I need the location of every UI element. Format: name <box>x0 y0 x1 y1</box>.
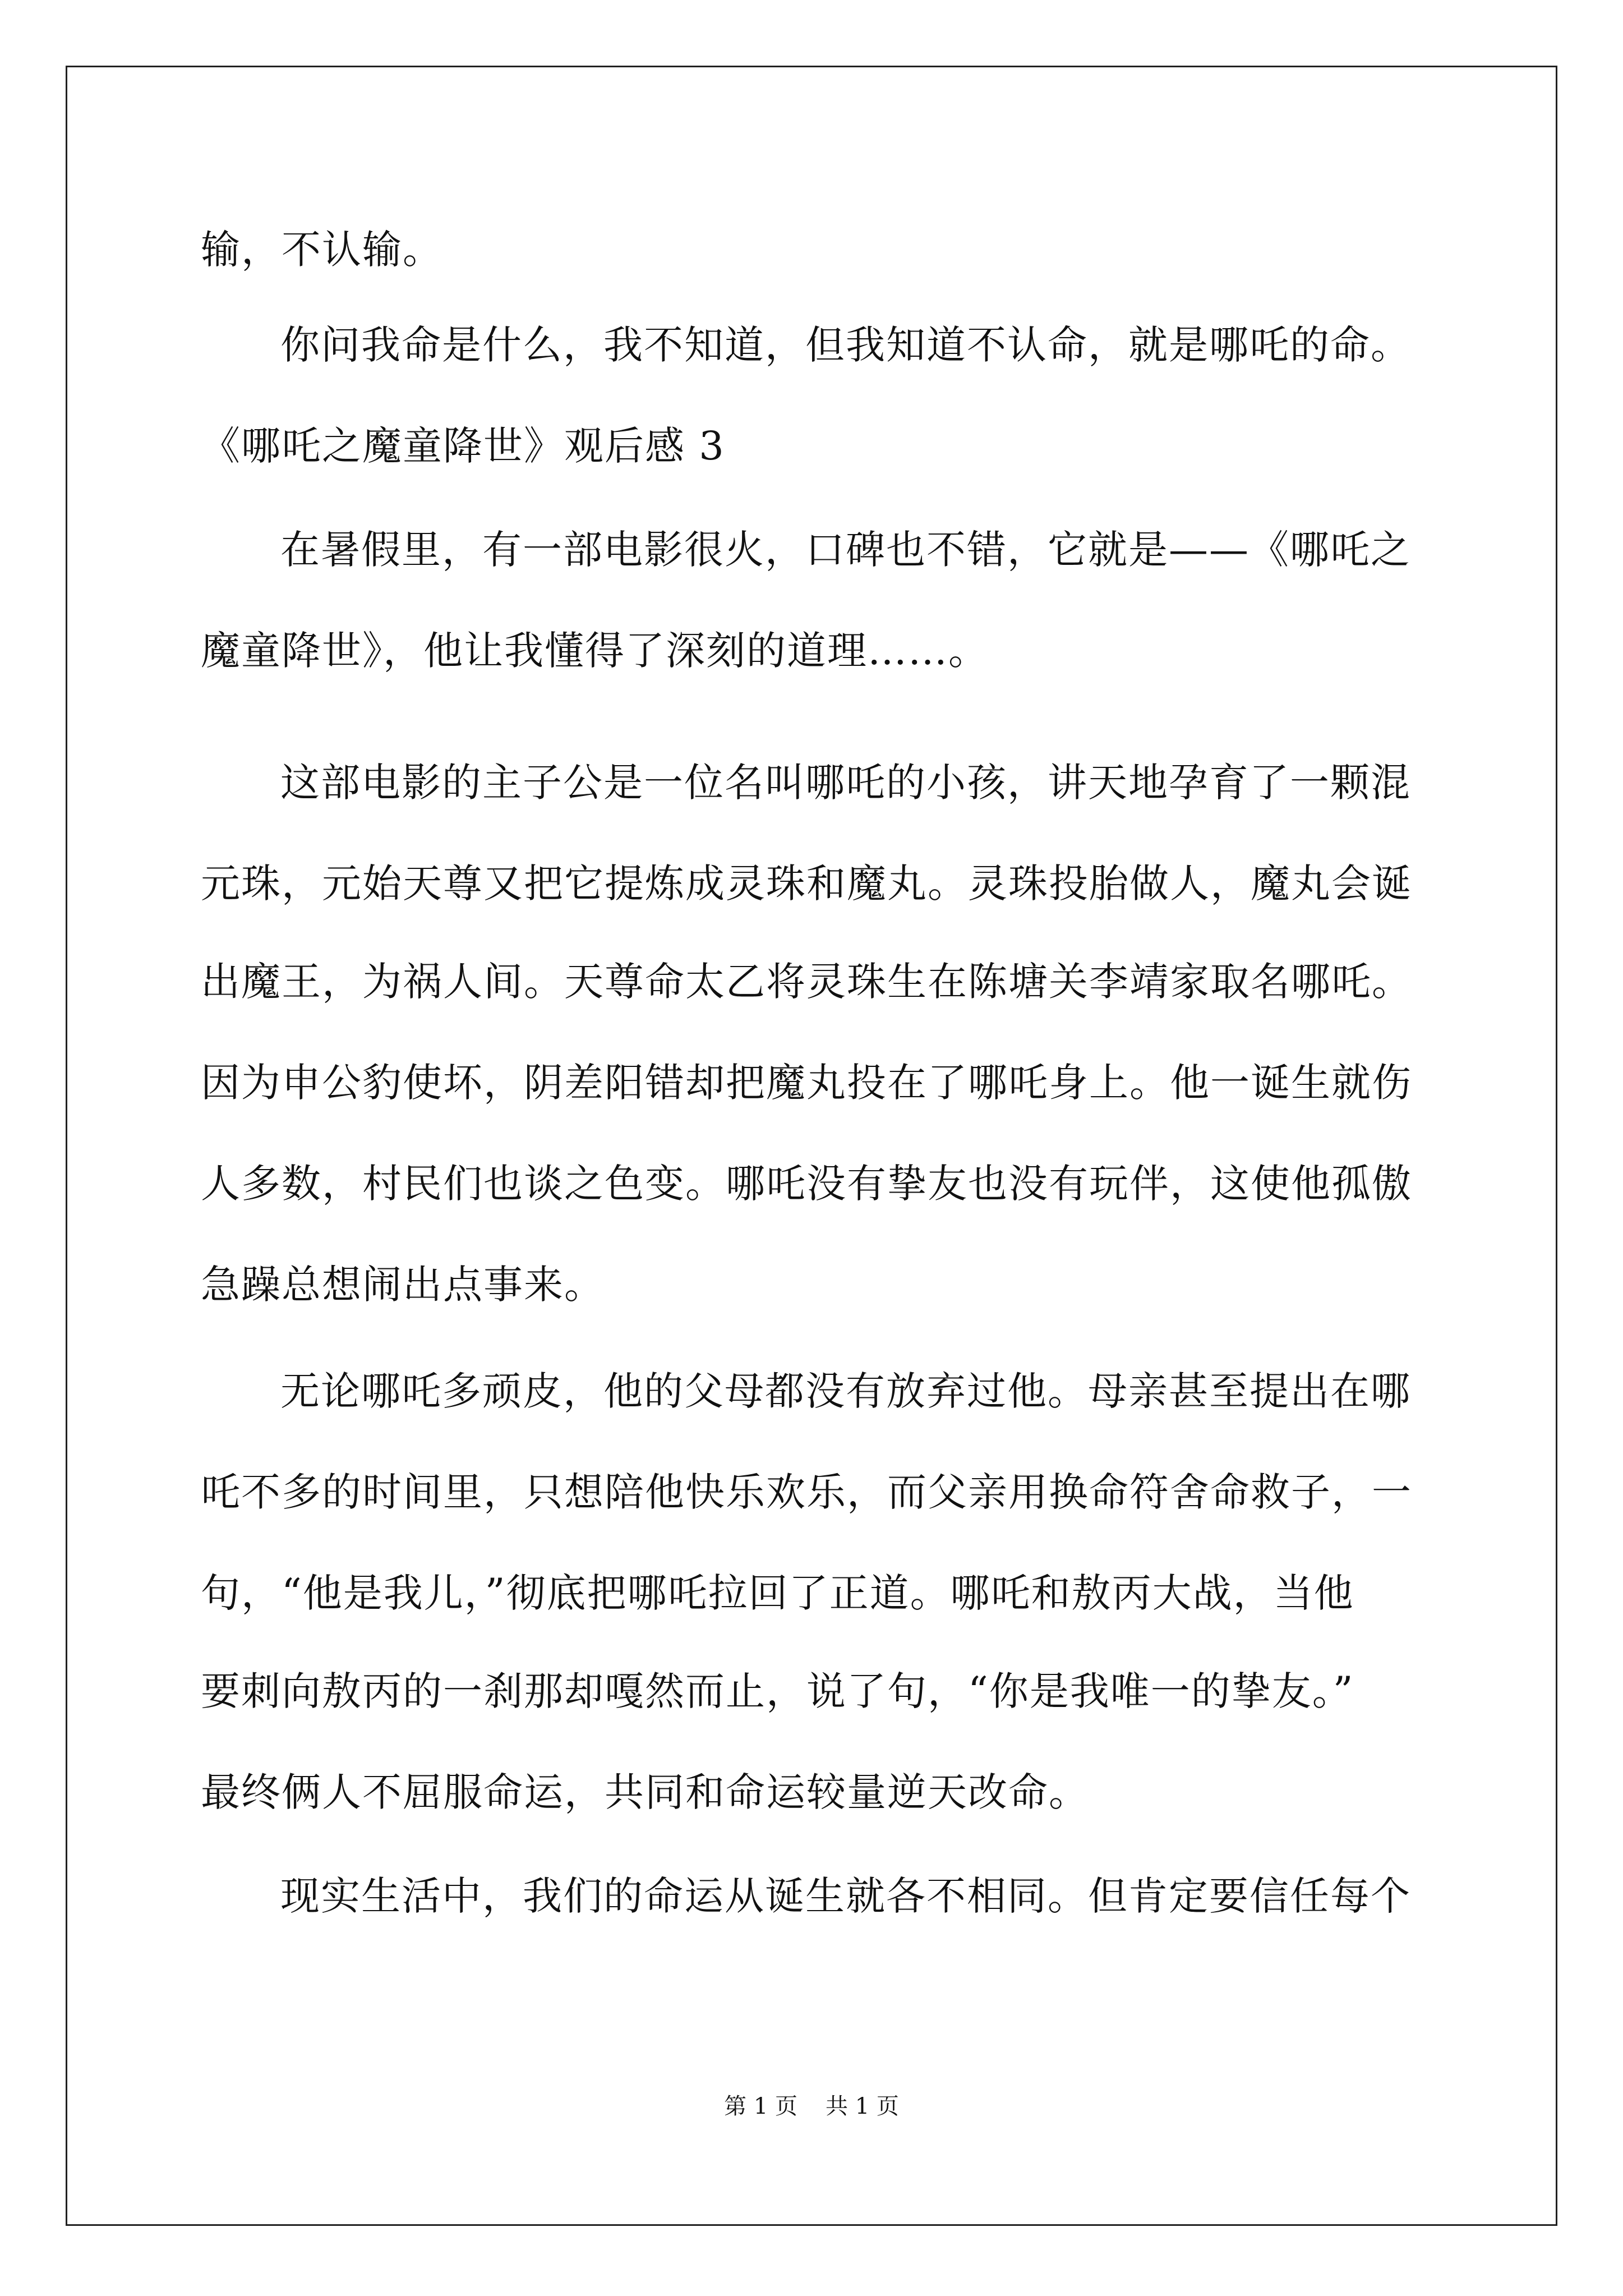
text-line: 出魔王，为祸人间。天尊命太乙将灵珠生在陈塘关李靖家取名哪吒。 <box>201 959 1412 1005</box>
text-line: 最终俩人不屈服命运，共同和命运较量逆天改命。 <box>201 1769 1089 1815</box>
text-line: 急躁总想闹出点事来。 <box>201 1262 605 1308</box>
page-footer <box>0 2092 1623 2120</box>
page-total: 共 1 页 <box>826 2093 899 2119</box>
text-line: 因为申公豹使坏，阴差阳错却把魔丸投在了哪吒身上。他一诞生就伤 <box>201 1060 1412 1106</box>
text-line: 在暑假里，有一部电影很火，口碑也不错，它就是——《哪吒之 <box>280 527 1411 573</box>
text-line: 人多数，村民们也谈之色变。哪吒没有挚友也没有玩伴，这使他孤傲 <box>201 1161 1412 1207</box>
page-number: 第 1 页 <box>724 2093 797 2119</box>
text-line: 要刺向敖丙的一刹那却嘎然而止，说了句，“你是我唯一的挚友。” <box>201 1668 1354 1714</box>
section-heading: 《哪吒之魔童降世》观后感 3 <box>201 423 725 469</box>
text-line: 你问我命是什么，我不知道，但我知道不认命，就是哪吒的命。 <box>280 322 1411 368</box>
text-line: 元珠，元始天尊又把它提炼成灵珠和魔丸。灵珠投胎做人，魔丸会诞 <box>201 861 1412 907</box>
text-line: 吒不多的时间里，只想陪他快乐欢乐，而父亲用换命符舍命救子，一 <box>201 1469 1412 1515</box>
text-line: 这部电影的主子公是一位名叫哪吒的小孩，讲天地孕育了一颗混 <box>280 760 1411 806</box>
text-line: 现实生活中，我们的命运从诞生就各不相同。但肯定要信任每个 <box>280 1873 1411 1919</box>
text-line: 魔童降世》，他让我懂得了深刻的道理……。 <box>201 628 989 674</box>
text-line: 无论哪吒多顽皮，他的父母都没有放弃过他。母亲甚至提出在哪 <box>280 1368 1411 1414</box>
text-line: 句，“他是我儿，”彻底把哪吒拉回了正道。哪吒和敖丙大战，当他 <box>201 1570 1354 1616</box>
text-line: 输，不认输。 <box>201 227 443 273</box>
